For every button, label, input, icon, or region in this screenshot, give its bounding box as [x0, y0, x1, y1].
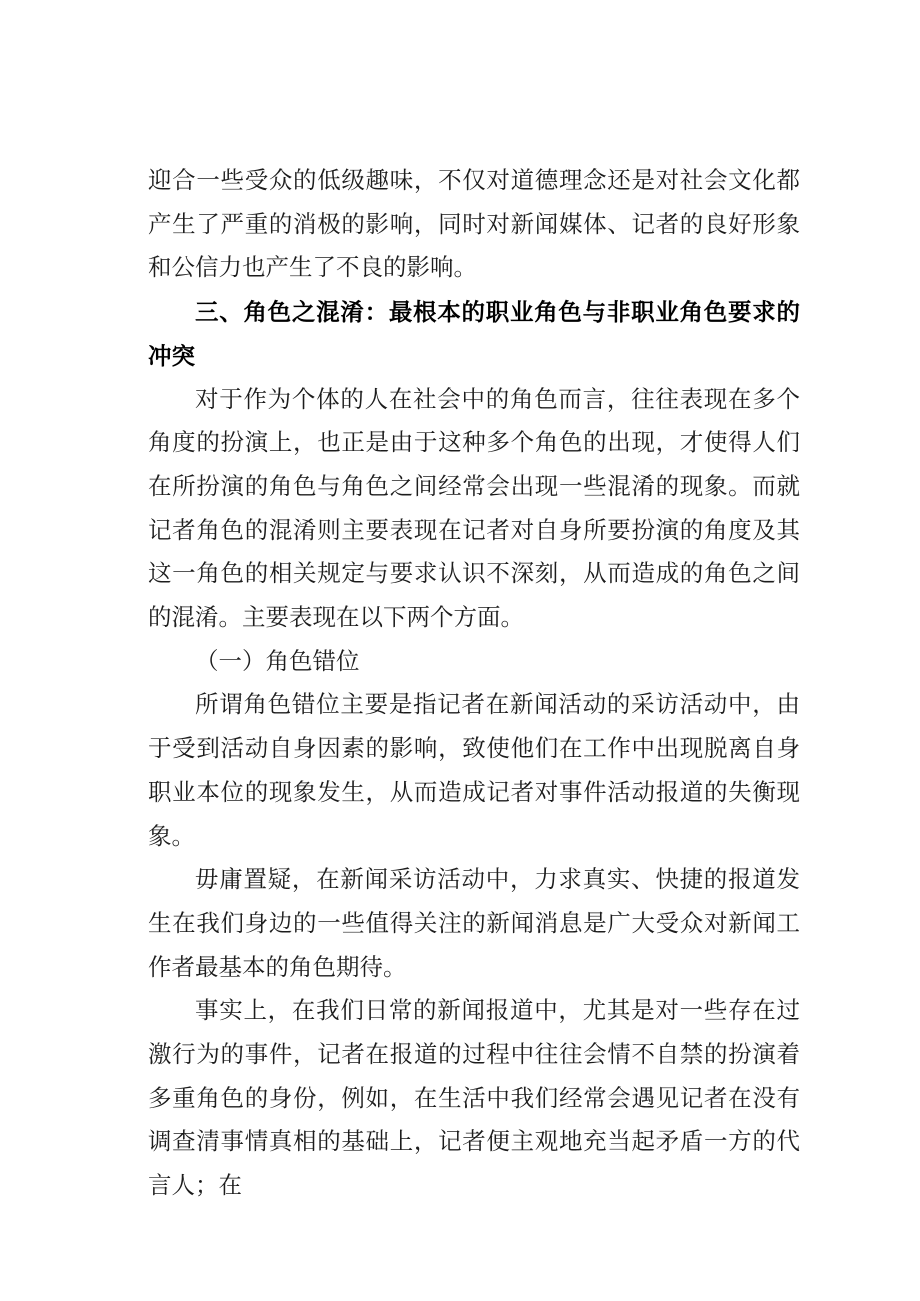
paragraph: 事实上，在我们日常的新闻报道中，尤其是对一些存在过激行为的事件，记者在报道的过程中往往会情不自禁的扮演着多重角色的身份，例如，在生活中我们经常会遇见记者在没有调查清事情真相的基础上，记者便主观地充当起矛盾一方的代言人；在: [148, 998, 800, 1200]
section-heading: 三、角色之混淆：最根本的职业角色与非职业角色要求的冲突: [148, 298, 800, 370]
paragraph: 所谓角色错位主要是指记者在新闻活动的采访活动中，由于受到活动自身因素的影响，致使他们在工作中出现脱离自身职业本位的现象发生，从而造成记者对事件活动报道的失衡现象。: [148, 692, 800, 850]
document-body: [148, 160, 800, 1209]
subsection-heading: （一）角色错位: [195, 648, 360, 675]
paragraph: 对于作为个体的人在社会中的角色而言，往往表现在多个角度的扮演上，也正是由于这种多个角色的出现，才使得人们在所扮演的角色与角色之间经常会出现一些混淆的现象。而就记者角色的混淆则主要表现在记者对自身所要扮演的角度及其这一角色的相关规定与要求认识不深刻，从而造成的角色之间的混淆。主要表现在以下两个方面。: [148, 386, 800, 632]
paragraph: 毋庸置疑，在新闻采访活动中，力求真实、快捷的报道发生在我们身边的一些值得关注的新闻消息是广大受众对新闻工作者最基本的角色期待。: [148, 867, 800, 981]
paragraph-continued: 迎合一些受众的低级趣味，不仅对道德理念还是对社会文化都产生了严重的消极的影响，同时对新闻媒体、记者的良好形象和公信力也产生了不良的影响。: [148, 168, 800, 282]
